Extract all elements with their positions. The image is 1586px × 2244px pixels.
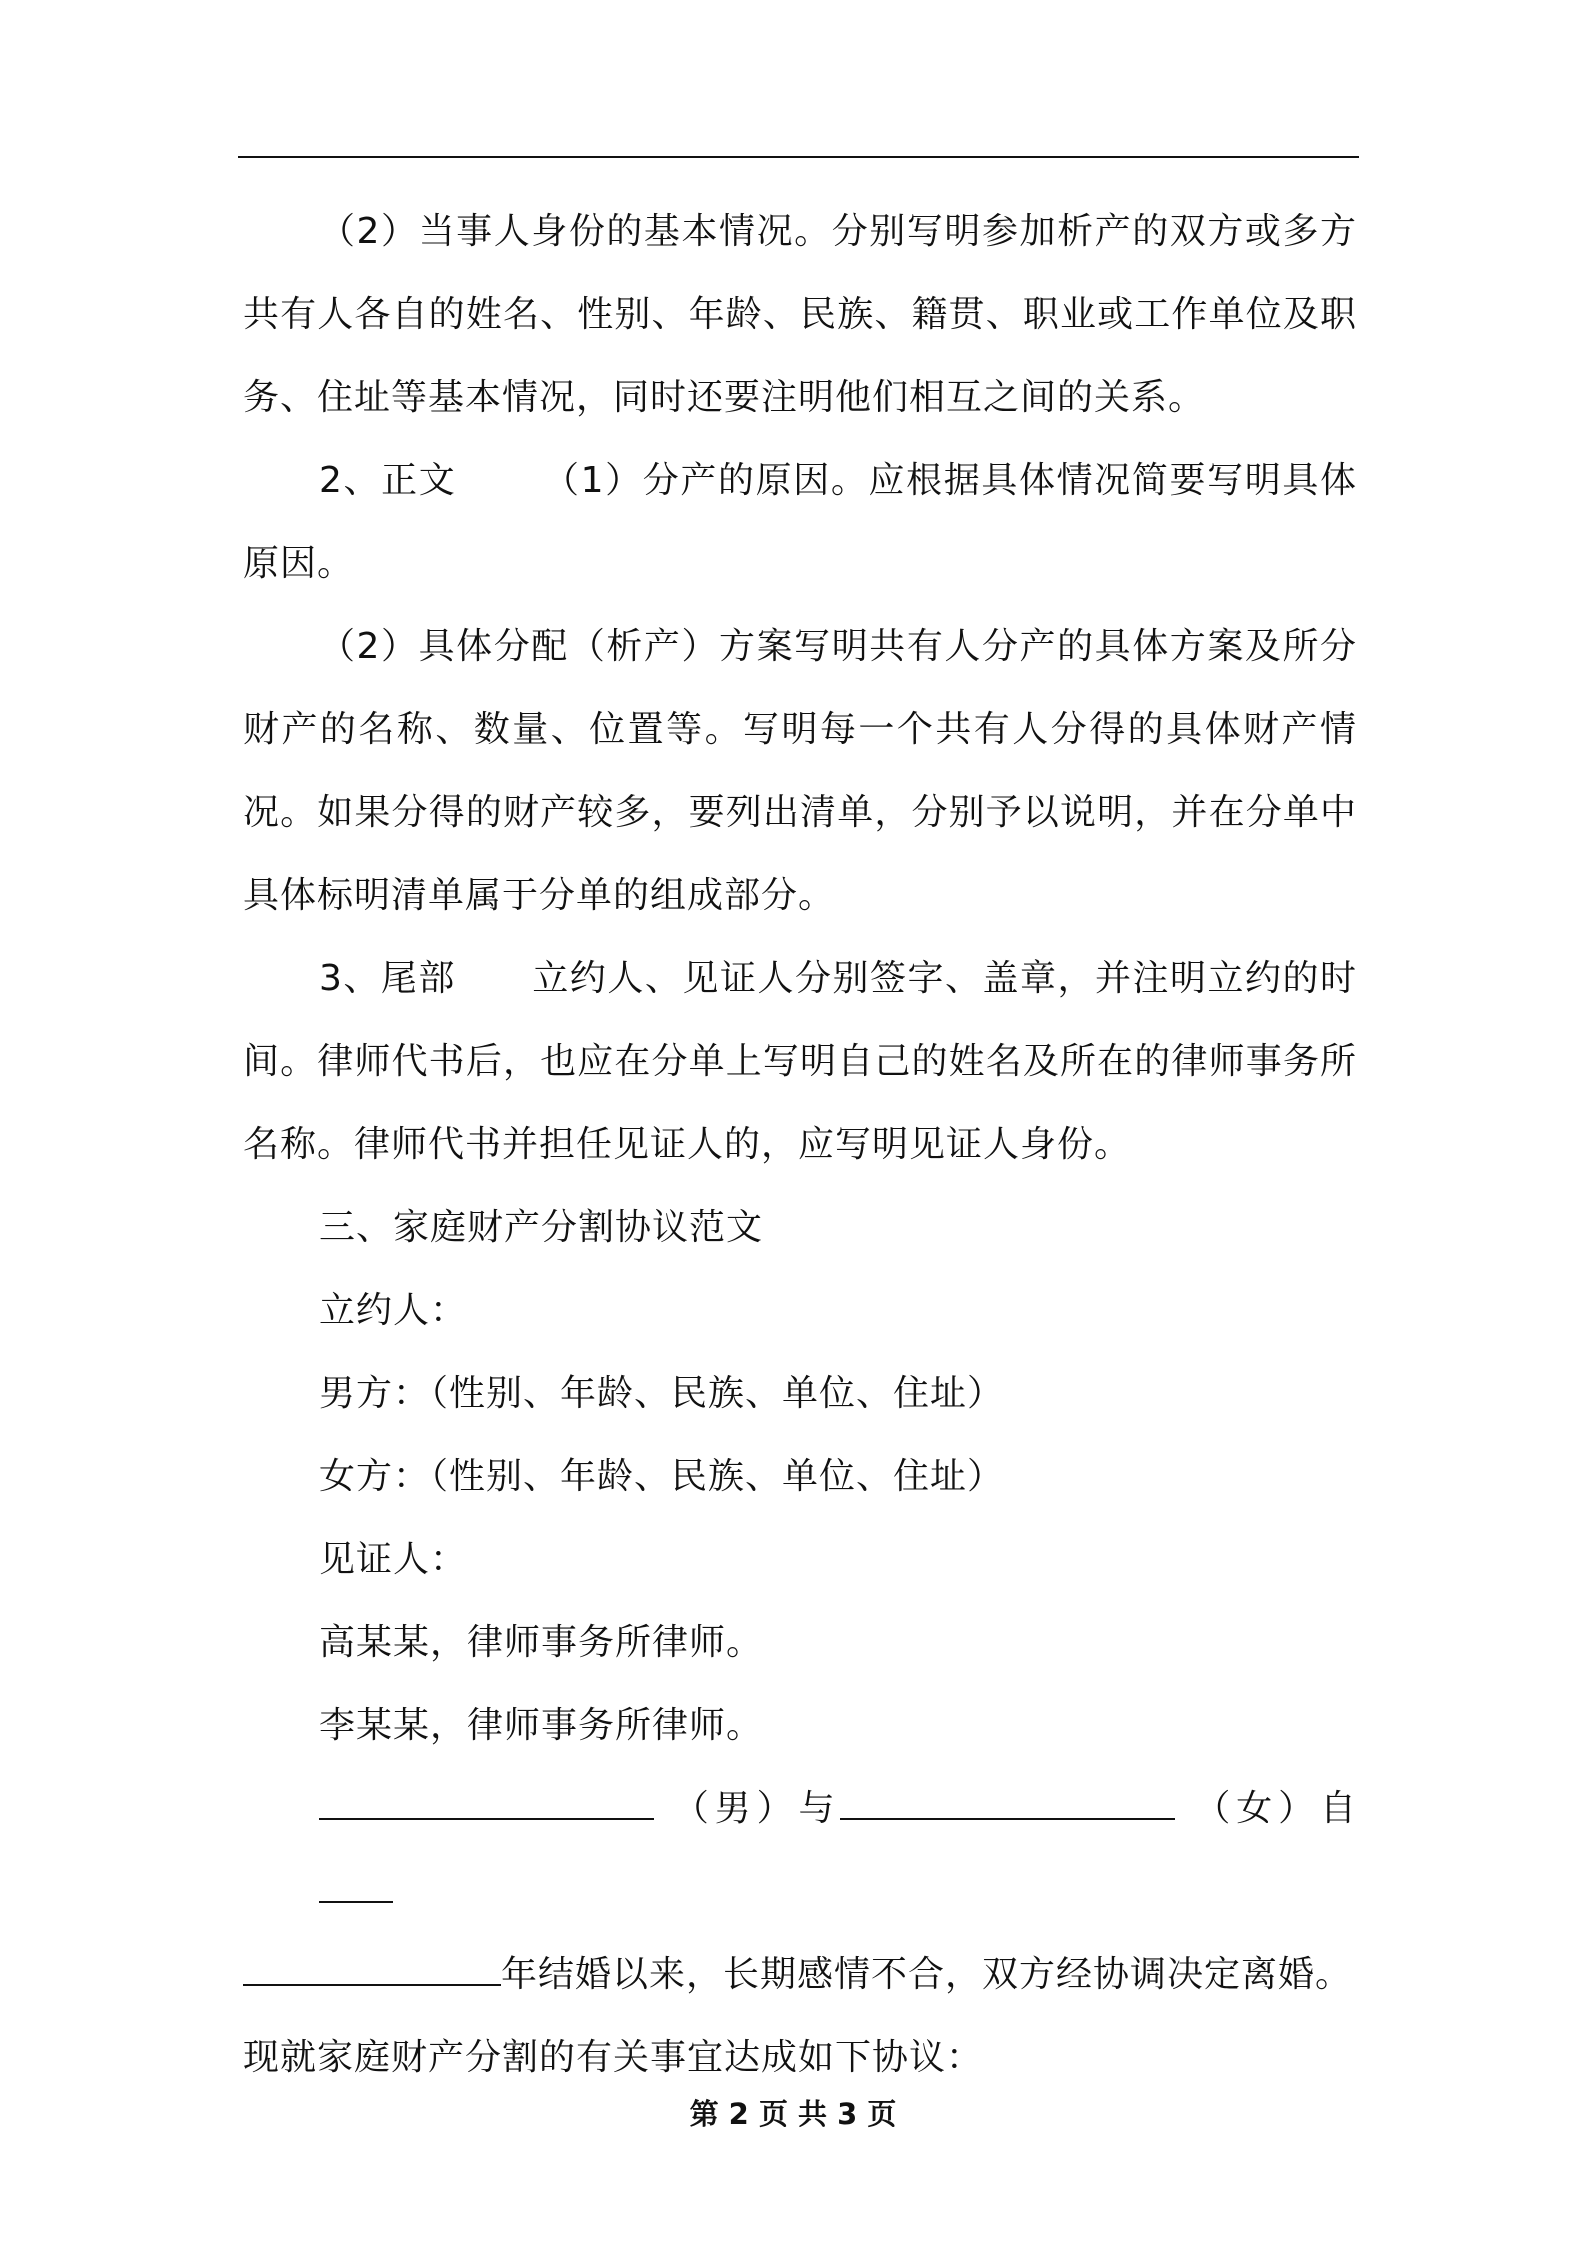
witness-one: 高某某，律师事务所律师。 <box>319 1622 764 1663</box>
male-party-line: 男方：（性别、年龄、民族、单位、住址） <box>319 1373 1005 1414</box>
witness-label: 见证人： <box>319 1539 468 1580</box>
fill-male-text: （男）与 <box>668 1788 841 1829</box>
blank-male-name[interactable] <box>319 1788 654 1820</box>
paragraph-distribution-plan: （2）具体分配（析产）方案写明共有人分产的具体方案及所分财产的名称、数量、位置等。写明每一个共有人分得的具体财产情况。如果分得的财产较多，要列出清单，分别予以说明，并在分单中具体标明清单属于分单的组成部分。 <box>243 626 1357 916</box>
document-body <box>243 190 1357 2099</box>
ending-body: 立约人、见证人分别签字、盖章，并注明立约的时间。律师代书后，也应在分单上写明自己的姓名及所在的律师事务所名称。律师代书并担任见证人的，应写明见证人身份。 <box>243 958 1357 1165</box>
section-heading-ending: 3、尾部 <box>319 958 456 999</box>
blank-female-name[interactable] <box>840 1788 1175 1820</box>
paragraph-closing-section <box>243 937 1357 1186</box>
fill-in-line-parties <box>243 1767 1357 1933</box>
fill-female-text: （女）自 <box>1189 1788 1357 1829</box>
fill-in-line-year <box>243 1933 1357 2016</box>
blank-year-part2[interactable] <box>243 1954 501 1986</box>
witness-two: 李某某，律师事务所律师。 <box>319 1705 764 1746</box>
blank-year-part1[interactable] <box>319 1871 393 1903</box>
fill-year-text: 年结婚以来，长期感情不合，双方经协调决定离婚。 <box>501 1954 1353 1995</box>
paragraph-main-text <box>243 439 1357 605</box>
header-rule <box>238 156 1359 158</box>
main-text-body: （1）分产的原因。应根据具体情况简要写明具体原因。 <box>243 460 1358 584</box>
section-title: 三、家庭财产分割协议范文 <box>319 1207 764 1248</box>
paragraph-party-identity: （2）当事人身份的基本情况。分别写明参加析产的双方或多方共有人各自的姓名、性别、年龄、民族、籍贯、职业或工作单位及职务、住址等基本情况，同时还要注明他们相互之间的关系。 <box>243 211 1357 418</box>
section-heading-main-text: 2、正文 <box>319 460 457 501</box>
female-party-line: 女方：（性别、年龄、民族、单位、住址） <box>319 1456 1005 1497</box>
page-number: 第 2 页 共 3 页 <box>689 2097 897 2131</box>
signer-label: 立约人： <box>319 1290 468 1331</box>
agreement-intro: 现就家庭财产分割的有关事宜达成如下协议： <box>243 2037 984 2078</box>
